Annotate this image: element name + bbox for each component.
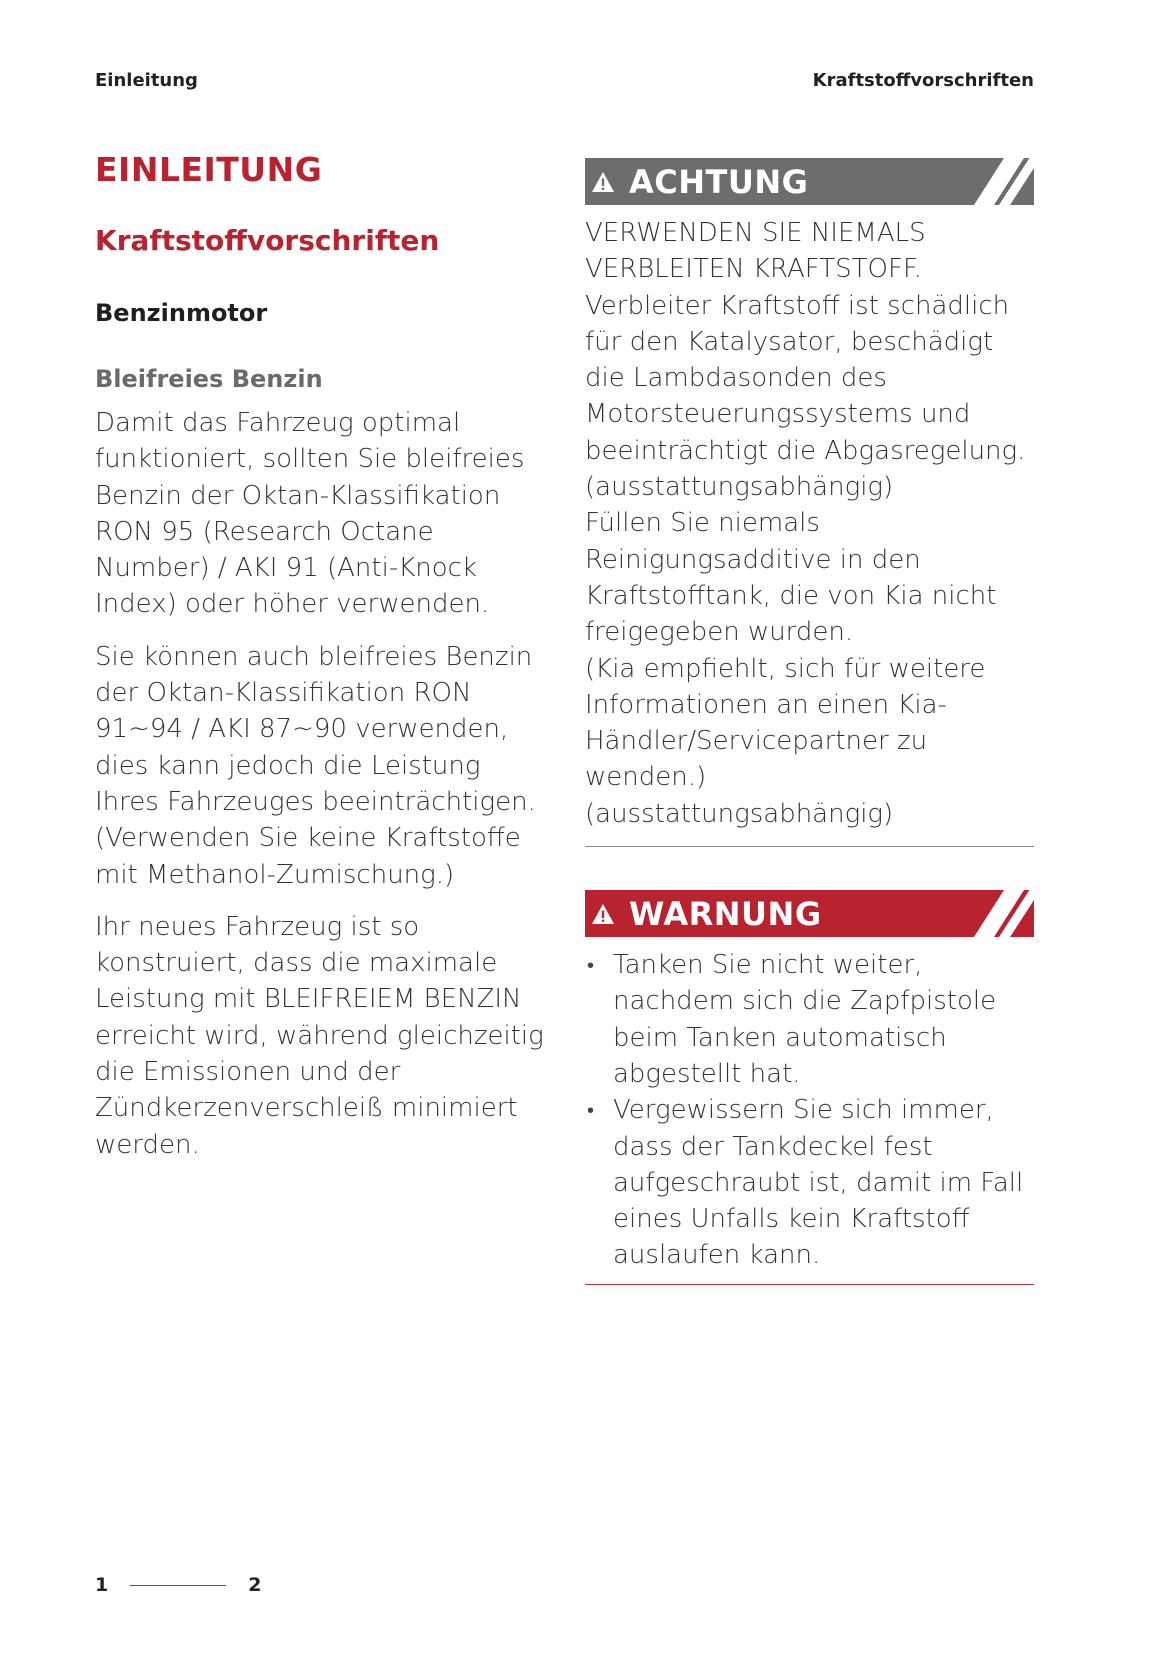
page-footer [95, 1574, 261, 1596]
caution-title: ACHTUNG [629, 162, 809, 201]
warning-body [585, 937, 1034, 1274]
caution-header [585, 158, 1034, 205]
right-column [585, 158, 1034, 1285]
chapter-title: EINLEITUNG [95, 150, 323, 189]
body-paragraph: Damit das Fahrzeug optimal funktioniert, sollten Sie bleifreies Benzin der Oktan-Klassifikation RON 95 (Research Octane Number) / AKI 91 (Anti-Knock Index) oder höher verwenden. [95, 408, 525, 620]
caution-text: (ausstattungsabhängig) [585, 472, 894, 503]
caution-body [585, 205, 1034, 832]
list-item: • Tanken Sie nicht weiter, nachdem sich die Zapfpistole beim Tanken automatisch abgestellt hat. [585, 947, 1034, 1092]
chapter-number: 1 [95, 1574, 109, 1596]
caution-divider [585, 846, 1034, 847]
caution-text: (Kia empfiehlt, sich für weitere Informationen an einen Kia-Händler/Servicepartner zu wenden.) [585, 653, 986, 793]
body-paragraph: Ihr neues Fahrzeug ist so konstruiert, dass die maximale Leistung mit BLEIFREIEM BENZIN erreicht wird, während gleichzeitig die Emissionen und der Zündkerzenverschleiß minimiert werden. [95, 911, 544, 1160]
warning-triangle-icon [591, 170, 615, 194]
caution-text: Füllen Sie niemals Reinigungsadditive in den Kraftstofftank, die von Kia nicht freigegeben wurden. [585, 508, 997, 648]
caution-text: VERWENDEN SIE NIEMALS VERBLEITEN KRAFTSTOFF. [585, 218, 926, 285]
body-paragraph: Sie können auch bleifreies Benzin der Oktan-Klassifikation RON 91~94 / AKI 87~90 verwenden, dies kann jedoch die Leistung Ihres Fahrzeuges beeinträchtigen. (Verwenden Sie keine Kraftstoffe mit Methanol-Zumischung.) [95, 641, 536, 890]
subsection-title: Benzinmotor [95, 299, 268, 327]
warning-list [585, 947, 1034, 1274]
left-column [95, 150, 545, 1179]
section-title: Kraftstoffvorschriften [95, 224, 440, 257]
warning-title: WARNUNG [629, 894, 822, 933]
list-item: • Vergewissern Sie sich immer, dass der Tankdeckel fest aufgeschraubt ist, damit im Fall eines Unfalls kein Kraftstoff auslaufen kann. [585, 1092, 1034, 1273]
running-header-section: Kraftstoffvorschriften [812, 70, 1034, 91]
running-header-chapter: Einleitung [95, 70, 198, 91]
subsubsection-title: Bleifreies Benzin [95, 365, 323, 393]
caution-text: Verbleiter Kraftstoff ist schädlich für den Katalysator, beschädigt die Lambdasonden des Motorsteuerungssystems und beeinträchtigt die Abgasregelung. [585, 290, 1026, 466]
caution-text: (ausstattungsabhängig) [585, 798, 894, 829]
page-number: 2 [248, 1574, 262, 1596]
warning-header [585, 890, 1034, 937]
header-stripes-decoration [944, 890, 1034, 937]
footer-rule [130, 1585, 226, 1586]
warning-divider [585, 1284, 1034, 1285]
header-stripes-decoration [944, 158, 1034, 205]
warning-triangle-icon [591, 902, 615, 926]
